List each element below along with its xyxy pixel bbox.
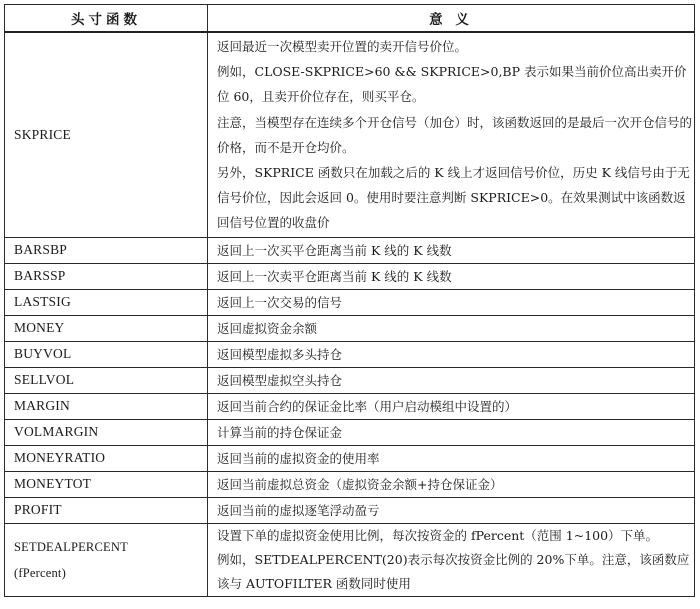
function-description: 返回上一次买平仓距离当前 K 线的 K 线数 [208, 237, 695, 263]
function-name: SELLVOL [5, 367, 208, 393]
function-name: MONEY [5, 315, 208, 341]
function-parameter: (fPercent) [14, 565, 66, 580]
function-name: SKPRICE [5, 32, 208, 237]
table-row [5, 341, 695, 367]
table-row [5, 237, 695, 263]
table-row [5, 367, 695, 393]
function-description: 返回当前虚拟总资金（虚拟资金余额+持仓保证金） [208, 471, 695, 497]
function-name: MONEYTOT [5, 471, 208, 497]
position-functions-table [4, 4, 695, 597]
description-line: 例如，SETDEALPERCENT(20)表示每次按资金比例的 20%下单。注意，该函数应该与 AUTOFILTER 函数同时使用 [217, 551, 690, 591]
function-description: 返回上一次卖平仓距离当前 K 线的 K 线数 [208, 263, 695, 289]
table-row-setdealpercent [5, 523, 695, 596]
table-row [5, 497, 695, 523]
function-name: PROFIT [5, 497, 208, 523]
description-line: 例如，CLOSE-SKPRICE>60 && SKPRICE>0,BP 表示如果当前价位高出卖开价位 60，且卖开价位存在，则买平仓。 [217, 64, 687, 105]
function-name: BARSBP [5, 237, 208, 263]
table-row [5, 393, 695, 419]
table-row [5, 445, 695, 471]
function-name: MONEYRATIO [5, 445, 208, 471]
description-line: 注意，当模型存在连续多个开仓信号（加仓）时，该函数返回的是最后一次开仓信号的价格，而不是开仓均价。 [217, 114, 693, 155]
description-line: 设置下单的虚拟资金使用比例，每次按资金的 fPercent（范围 1~100）下单。 [217, 527, 659, 543]
function-description [208, 32, 695, 237]
function-description: 返回模型虚拟多头持仓 [208, 341, 695, 367]
function-name: MARGIN [5, 393, 208, 419]
table-row [5, 471, 695, 497]
function-description: 返回当前的虚拟逐笔浮动盈亏 [208, 497, 695, 523]
function-description [208, 523, 695, 596]
function-description: 返回模型虚拟空头持仓 [208, 367, 695, 393]
table-row [5, 289, 695, 315]
table-header-row [5, 5, 695, 33]
function-name: BUYVOL [5, 341, 208, 367]
function-name-text: SETDEALPERCENT [14, 539, 128, 554]
function-description: 计算当前的持仓保证金 [208, 419, 695, 445]
function-description: 返回当前的虚拟资金的使用率 [208, 445, 695, 471]
table-row [5, 315, 695, 341]
function-description: 返回上一次交易的信号 [208, 289, 695, 315]
function-name: VOLMARGIN [5, 419, 208, 445]
function-table-container [4, 4, 694, 597]
function-description: 返回虚拟资金余额 [208, 315, 695, 341]
function-name: BARSSP [5, 263, 208, 289]
description-line: 另外，SKPRICE 函数只在加载之后的 K 线上才返回信号价位，历史 K 线信号由于无信号价位，因此会返回 0。使用时要注意判断 SKPRICE>0。在效果测试中该函数返回信号位置的收盘价 [217, 165, 690, 231]
function-name [5, 523, 208, 596]
description-line: 返回最近一次模型卖开位置的卖开信号价位。 [217, 39, 468, 54]
header-meaning: 意 义 [208, 5, 695, 33]
table-row [5, 263, 695, 289]
table-row [5, 419, 695, 445]
function-description: 返回当前合约的保证金比率（用户启动模组中设置的） [208, 393, 695, 419]
table-row-skprice [5, 32, 695, 237]
function-name: LASTSIG [5, 289, 208, 315]
header-function: 头寸函数 [5, 5, 208, 33]
